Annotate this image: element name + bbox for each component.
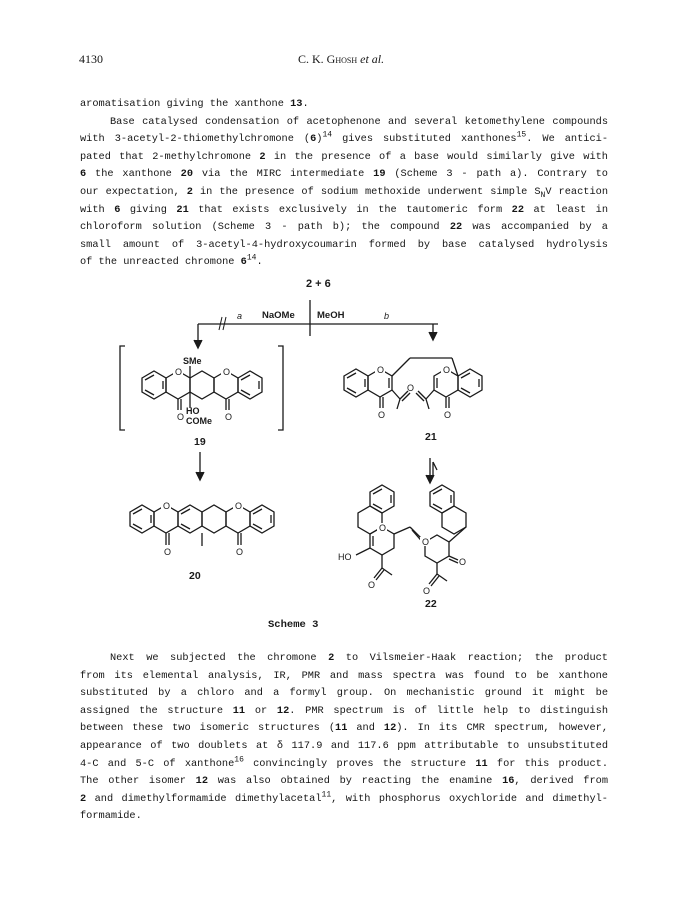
ring-oxygen-label: O <box>163 501 171 511</box>
come-label: COMe <box>186 416 213 426</box>
text-line: 4-C and 5-C of xanthone$^{16}$ convincingly proves the structure 11 for this product. <box>80 755 608 770</box>
text-line: Base catalysed condensation of acetophenone and several ketomethylene compounds <box>110 115 608 128</box>
compound-20-structure <box>130 501 274 546</box>
sme-label: SMe <box>183 356 202 366</box>
text-line: appearance of two doublets at δ 117.9 and 117.6 ppm attributable to unsubstituted <box>80 739 608 752</box>
text-line: aromatisation giving the xanthone 13. <box>80 98 309 110</box>
page-number: 4130 <box>79 52 103 66</box>
text-line: The other isomer 12 was also obtained by reacting the enamine 16, derived from <box>80 775 609 788</box>
text-line: from its elemental analysis, IR, PMR and mass spectra was found to be xanthone <box>80 669 608 682</box>
running-header-author: C. K. Ghosh et al. <box>298 52 385 66</box>
text-line: assigned the structure 11 or 12. PMR spectrum is of little help to distinguish <box>80 704 609 717</box>
text-line: 2 and dimethylformamide dimethylacetal$^{11}$, with phosphorus oxychloride and dimethyl- <box>80 790 608 805</box>
ring-oxygen-label: O <box>377 365 385 375</box>
compound-22-label: 22 <box>425 598 437 610</box>
text-line: with 6 giving 21 that exists exclusively in the tautomeric form 22 at least in <box>80 203 609 216</box>
carbonyl-oxygen-label: O <box>225 412 233 422</box>
paragraph-2 <box>80 650 608 826</box>
reagent-meoh: MeOH <box>317 310 345 321</box>
ring-oxygen-label: O <box>223 367 231 377</box>
carbonyl-oxygen-label: O <box>407 383 415 393</box>
scheme-top-label: 2 + 6 <box>306 278 331 290</box>
ring-oxygen-label: O <box>443 365 451 375</box>
ho-22-label: HO <box>338 552 352 562</box>
carbonyl-oxygen-label: O <box>378 410 386 420</box>
text-line: Next we subjected the chromone 2 to Vilsmeier-Haak reaction; the product <box>110 652 608 664</box>
carbonyl-oxygen-label: O <box>459 557 467 567</box>
acetyl-oxygen-label: O <box>368 580 376 590</box>
text-line: our expectation, 2 in the presence of sodium methoxide underwent simple $S_NV$ reaction <box>80 185 608 201</box>
text-line: pated that 2-methylchromone 2 in the presence of a base would similarly give with <box>80 150 608 163</box>
compound-19-label: 19 <box>194 436 206 448</box>
text-line: between these two isomeric structures (11 and 12). In its CMR spectrum, however, <box>80 722 608 735</box>
text-line: 6 the xanthone 20 via the MIRC intermediate 19 (Scheme 3 - path a). Contrary to <box>80 168 608 181</box>
text-line: formamide. <box>80 810 142 823</box>
path-b-label: b <box>384 311 390 321</box>
carbonyl-oxygen-label: O <box>177 412 185 422</box>
compound-21-label: 21 <box>425 431 437 443</box>
text-line: small amount of 3-acetyl-4-hydroxycoumarin formed by base catalysed hydrolysis <box>80 238 608 251</box>
text-line: of the unreacted chromone $6^{14}$. <box>80 253 263 269</box>
compound-22-structure <box>356 485 466 586</box>
ring-oxygen-label: O <box>175 367 183 377</box>
path-a-label: a <box>237 311 243 321</box>
acetyl-oxygen-label: O <box>423 586 431 596</box>
compound-20-label: 20 <box>189 570 201 582</box>
carbonyl-oxygen-label: O <box>164 547 172 557</box>
ring-oxygen-label: O <box>379 523 387 533</box>
carbonyl-oxygen-label: O <box>444 410 452 420</box>
ring-oxygen-label: O <box>235 501 243 511</box>
text-line: with 3-acetyl-2-thiomethylchromone $(6)^{14}$ gives substituted xanthones$^{15}$. We antici- <box>80 130 609 146</box>
ho-label: HO <box>186 406 200 416</box>
text-line: substituted by a chloro and a formyl group. On mechanistic ground it might be <box>80 687 608 700</box>
reagent-naome: NaOMe <box>262 310 295 321</box>
carbonyl-oxygen-label: O <box>236 547 244 557</box>
scheme-caption: Scheme 3 <box>268 619 319 631</box>
ring-oxygen-label: O <box>422 537 430 547</box>
text-line: chloroform solution (Scheme 3 - path b); the compound 22 was accompanied by a <box>80 221 608 234</box>
